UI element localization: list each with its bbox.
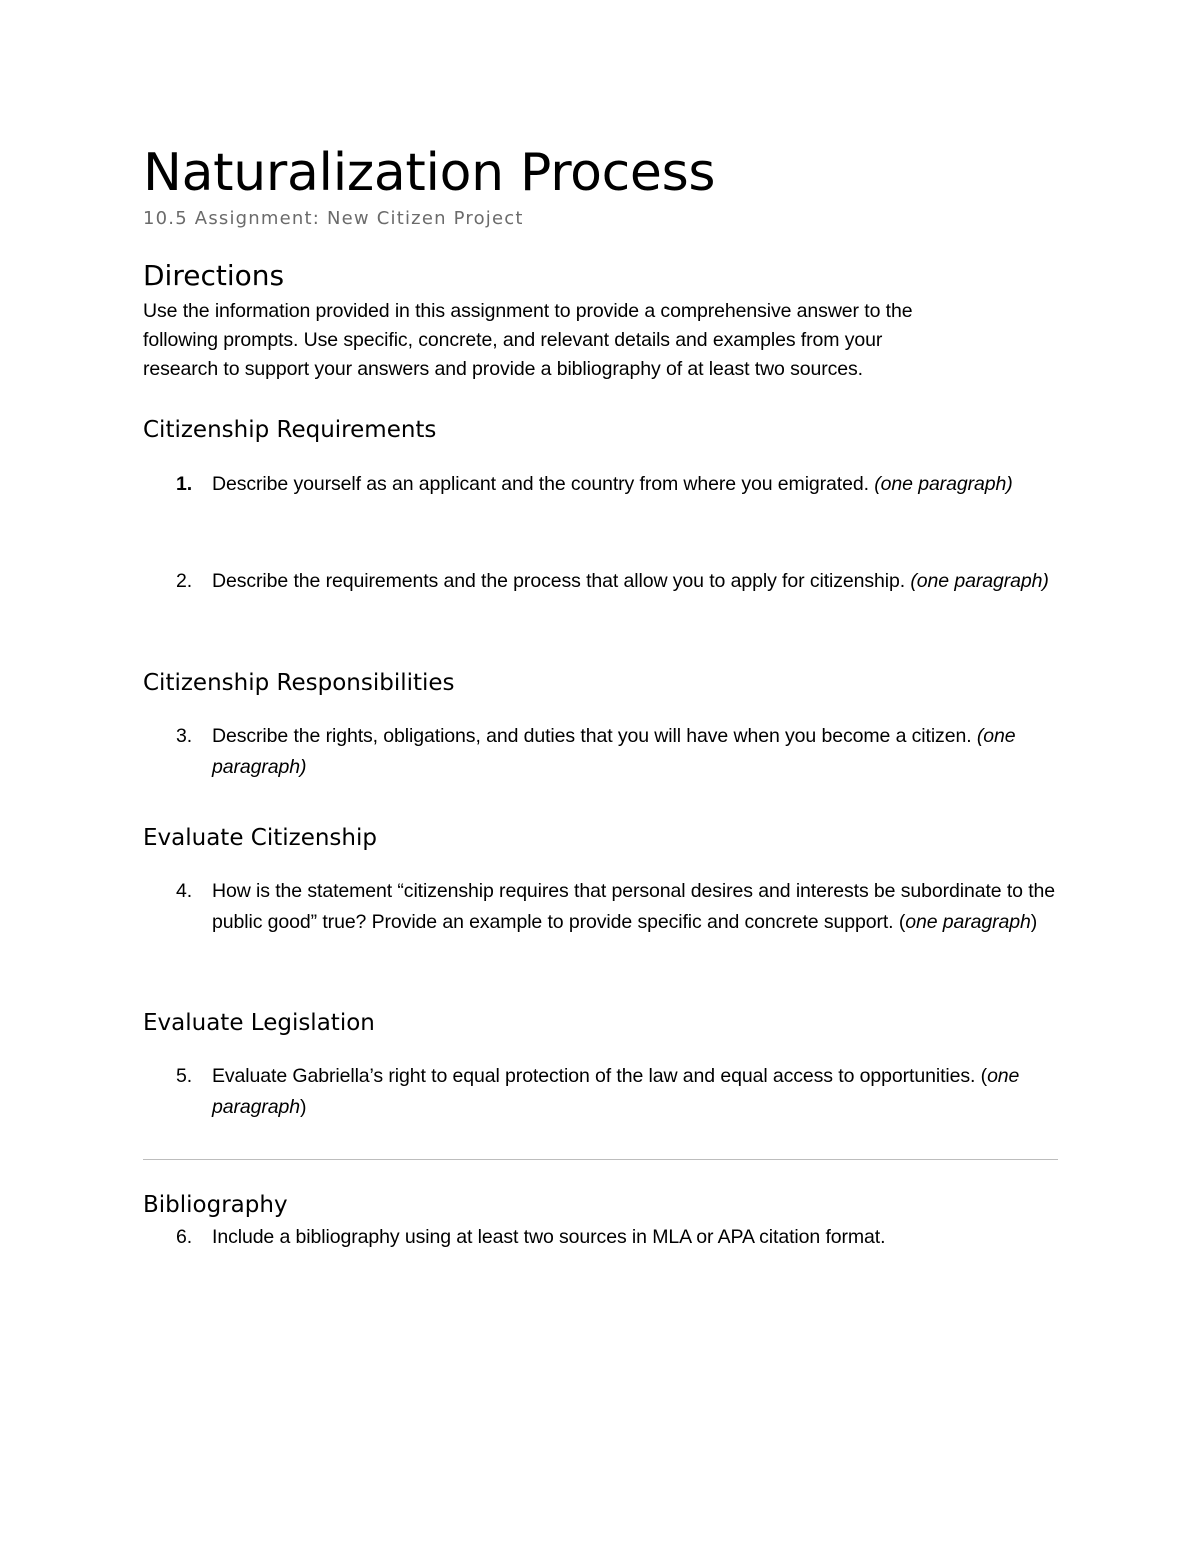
directions-paragraph — [143, 297, 1043, 384]
requirements-heading: Citizenship Requirements — [143, 417, 437, 443]
list-item-text: Evaluate Gabriella’s right to equal protection of the law and equal access to opportunities. (one paragraph) — [212, 1065, 1020, 1118]
list-item-number: 6. — [176, 1226, 193, 1248]
section-divider — [143, 1159, 1058, 1160]
list-item-note: (one paragraph) — [910, 570, 1049, 592]
list-item-text: How is the statement “citizenship requires that personal desires and interests be subordinate to the public good” true? Provide an example to provide specific and concrete support. (one paragraph) — [212, 880, 1056, 933]
list-item-number: 5. — [176, 1065, 193, 1087]
responsibilities-heading: Citizenship Responsibilities — [143, 670, 455, 696]
list-item-text: Describe yourself as an applicant and the country from where you emigrated. (one paragraph) — [212, 473, 1013, 495]
list-item-text: Describe the requirements and the process that allow you to apply for citizenship. (one paragraph) — [212, 570, 1049, 592]
directions-line: research to support your answers and provide a bibliography of at least two sources. — [143, 358, 863, 380]
list-item-number: 2. — [176, 570, 193, 592]
list-item-number: 4. — [176, 880, 193, 902]
list-item-number: 3. — [176, 725, 193, 747]
document-title: Naturalization Process — [143, 143, 716, 203]
list-item-note: (one paragraph) — [212, 725, 1016, 778]
document-subtitle: 10.5 Assignment: New Citizen Project — [143, 208, 524, 229]
list-item-note: one paragraph — [905, 911, 1031, 933]
bibliography-heading: Bibliography — [143, 1192, 288, 1218]
list-item-text: Describe the rights, obligations, and duties that you will have when you become a citizen. (one paragraph) — [212, 725, 1016, 778]
directions-line: following prompts. Use specific, concrete, and relevant details and examples from your — [143, 329, 883, 351]
list-item-text: Include a bibliography using at least two sources in MLA or APA citation format. — [212, 1226, 886, 1248]
list-item-note: (one paragraph) — [874, 473, 1013, 495]
directions-heading: Directions — [143, 259, 285, 292]
directions-line: Use the information provided in this assignment to provide a comprehensive answer to the — [143, 300, 913, 322]
list-item-number: 1. — [176, 473, 193, 495]
evaluate-citizenship-heading: Evaluate Citizenship — [143, 825, 377, 851]
evaluate-legislation-heading: Evaluate Legislation — [143, 1010, 375, 1036]
list-item-note: one paragraph — [212, 1065, 1020, 1118]
